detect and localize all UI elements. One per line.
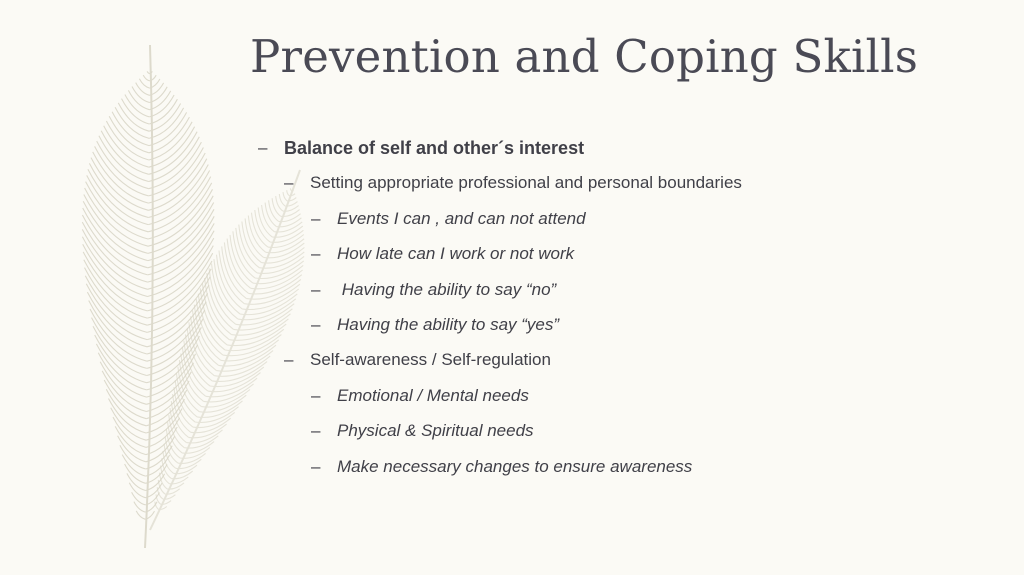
bullet-item	[311, 453, 978, 488]
bullet-dash: –	[311, 244, 321, 264]
bullet-item	[311, 382, 978, 417]
bullet-text: Balance of self and other´s interest	[284, 138, 585, 158]
bullet-text: Having the ability to say “yes”	[337, 314, 560, 334]
bullet-text: Events I can , and can not attend	[337, 208, 586, 228]
bullet-text: Make necessary changes to ensure awareness	[337, 456, 693, 476]
bullet-text: Setting appropriate professional and personal boundaries	[310, 173, 742, 193]
bullet-dash: –	[311, 279, 321, 299]
bullet-dash: –	[258, 138, 268, 157]
bullet-dash: –	[311, 314, 321, 334]
bullet-item	[311, 417, 978, 452]
bullet-text: Physical & Spiritual needs	[337, 421, 534, 441]
bullet-item	[284, 169, 978, 204]
bullet-text: Self-awareness / Self-regulation	[310, 350, 551, 370]
bullet-item	[284, 346, 978, 381]
bullet-dash: –	[311, 456, 321, 476]
bullet-dash: –	[311, 421, 321, 441]
bullet-dash: –	[284, 350, 294, 370]
bullet-item	[311, 311, 978, 346]
bullet-text: Having the ability to say “no”	[337, 279, 557, 299]
bullet-dash: –	[284, 173, 294, 193]
bullet-list	[258, 134, 978, 488]
bullet-dash: –	[311, 385, 321, 405]
bullet-item	[311, 205, 978, 240]
bullet-item	[311, 276, 978, 311]
bullet-item	[258, 134, 978, 169]
bullet-dash: –	[311, 208, 321, 228]
slide-title: Prevention and Coping Skills	[250, 30, 919, 83]
bullet-text: Emotional / Mental needs	[337, 385, 529, 405]
bullet-item	[311, 240, 978, 275]
bullet-text: How late can I work or not work	[337, 244, 575, 264]
